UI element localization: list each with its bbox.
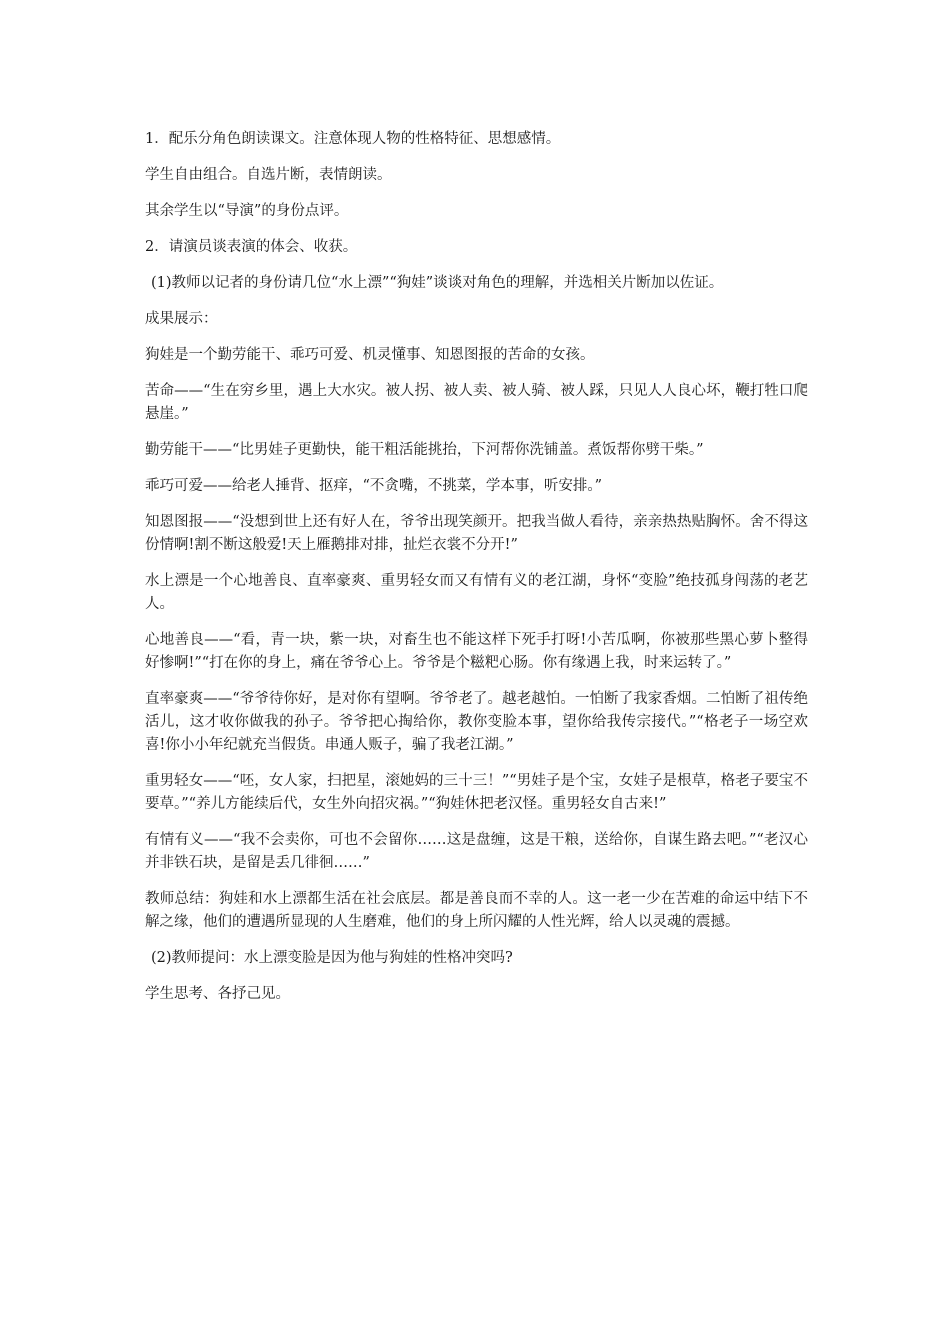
paragraph-sub-2: (2)教师提问：水上漂变脸是因为他与狗娃的性格冲突吗?: [151, 950, 513, 966]
paragraph-zhishuai: 直率豪爽——“爷爷待你好，是对你有望啊。爷爷老了。越老越怕。一怕断了我家香烟。二怕断了祖传绝活儿，这才收你做我的孙子。爷爷把心掏给你，教你变脸本事，望你给我传宗接代。”“格老子一场空欢喜!你小小年纪就充当假货。串通人贩子，骗了我老江湖。”: [145, 691, 808, 753]
paragraph-youqing: 有情有义——“我不会卖你，可也不会留你……这是盘缠，这是干粮，送给你，自谋生路去吧。”“老汉心并非铁石块，是留是丢几徘徊……”: [145, 832, 808, 871]
paragraph-qinlao: 勤劳能干——“比男娃子更勤快，能干粗活能挑抬，下河帮你洗铺盖。煮饭帮你劈干柴。”: [145, 442, 704, 458]
paragraph-student-thinking: 学生思考、各抒己见。: [145, 986, 290, 1002]
paragraph-results-heading: 成果展示：: [145, 311, 218, 327]
paragraph-teacher-summary: 教师总结：狗娃和水上漂都生活在社会底层。都是善良而不幸的人。这一老一少在苦难的命运中结下不解之缘，他们的遭遇所显现的人生磨难，他们的身上所闪耀的人性光辉，给人以灵魂的震撼。: [145, 891, 808, 930]
paragraph-director-comment: 其余学生以“导演”的身份点评。: [145, 203, 349, 219]
paragraph-shandi: 心地善良——“看，青一块，紫一块，对畜生也不能这样下死手打呀!小苦瓜啊，你被那些黑心萝卜整得好惨啊!”“打在你的身上，痛在爷爷心上。爷爷是个糍粑心肠。你有缘遇上我，时来运转了。”: [145, 632, 808, 671]
paragraph-free-group: 学生自由组合。自选片断，表情朗读。: [145, 167, 392, 183]
paragraph-sub-1: (1)教师以记者的身份请几位“水上漂”“狗娃”谈谈对角色的理解，并选相关片断加以佐证。: [151, 275, 724, 291]
paragraph-shuishangpiao-summary: 水上漂是一个心地善良、直率豪爽、重男轻女而又有情有义的老江湖，身怀“变脸”绝技孤身闯荡的老艺人。: [145, 573, 808, 612]
paragraph-step-1: 1．配乐分角色朗读课文。注意体现人物的性格特征、思想感情。: [145, 131, 561, 147]
document-body: [145, 128, 808, 1019]
paragraph-guaiqiao: 乖巧可爱——给老人捶背、抠痒，“不贪嘴，不挑菜，学本事，听安排。”: [145, 478, 603, 494]
paragraph-zhongnan: 重男轻女——“呸，女人家，扫把星，滚她妈的三十三！”“男娃子是个宝，女娃子是根草，格老子要宝不要草。”“养儿方能续后代，女生外向招灾祸。”“狗娃休把老汉怪。重男轻女自古来!”: [145, 773, 808, 812]
paragraph-gouwa-summary: 狗娃是一个勤劳能干、乖巧可爱、机灵懂事、知恩图报的苦命的女孩。: [145, 347, 595, 363]
paragraph-kuming: 苦命——“生在穷乡里，遇上大水灾。被人拐、被人卖、被人骑、被人踩，只见人人良心坏，鞭打牲口爬悬崖。”: [145, 383, 808, 422]
paragraph-zhien: 知恩图报——“没想到世上还有好人在，爷爷出现笑颜开。把我当做人看待，亲亲热热贴胸怀。舍不得这份情啊!割不断这般爱!天上雁鹅排对排，扯烂衣裳不分开!”: [145, 514, 808, 553]
paragraph-step-2: 2．请演员谈表演的体会、收获。: [145, 239, 358, 255]
